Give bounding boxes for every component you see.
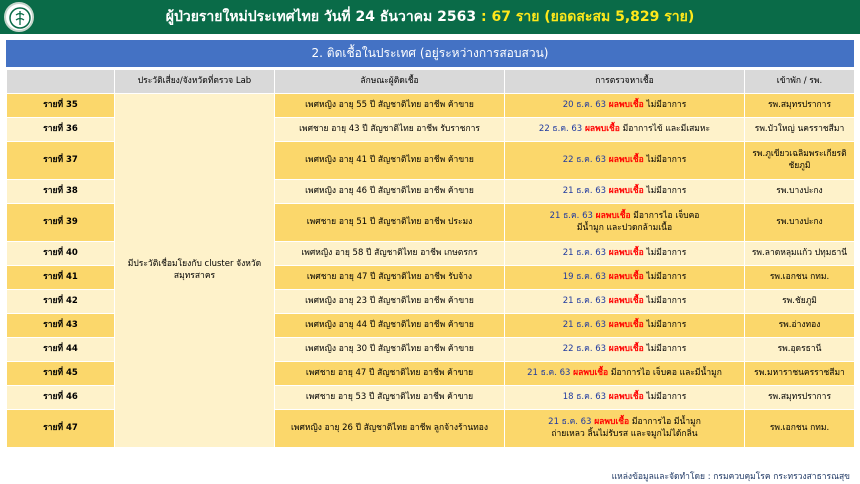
case-label: รายที่ 46 bbox=[7, 386, 115, 410]
patient-cell: เพศชาย อายุ 51 ปี สัญชาติไทย อาชีพ ประมง bbox=[275, 204, 505, 242]
symptom-text: ไม่มีอาการ bbox=[646, 185, 687, 196]
symptom-text: ไม่มีอาการ bbox=[646, 343, 687, 354]
case-label: รายที่ 36 bbox=[7, 118, 115, 142]
hospital-cell: รพ.ภูเขียวเฉลิมพระเกียรติ ชัยภูมิ bbox=[745, 142, 855, 180]
test-date: 21 ธ.ค. 63 bbox=[562, 247, 607, 258]
symptom-text: มีอาการไข้ และมีเสมหะ bbox=[622, 123, 711, 134]
case-label: รายที่ 47 bbox=[7, 410, 115, 448]
header-test: การตรวจหาเชื้อ bbox=[505, 70, 745, 94]
test-result: ผลพบเชื้อ bbox=[608, 295, 644, 306]
hospital-cell: รพ.เอกชน กทม. bbox=[745, 266, 855, 290]
hospital-cell: รพ.สมุทรปราการ bbox=[745, 386, 855, 410]
test-cell bbox=[505, 118, 745, 142]
test-date: 18 ธ.ค. 63 bbox=[562, 391, 607, 402]
symptom-text: ไม่มีอาการ bbox=[646, 271, 687, 282]
hospital-cell: รพ.บางปะกง bbox=[745, 180, 855, 204]
test-date: 22 ธ.ค. 63 bbox=[562, 343, 607, 354]
hospital-cell: รพ.อ่างทอง bbox=[745, 314, 855, 338]
symptom-text: ไม่มีอาการ bbox=[646, 391, 687, 402]
case-label: รายที่ 35 bbox=[7, 94, 115, 118]
hospital-cell: รพ.อุดรธานี bbox=[745, 338, 855, 362]
case-label: รายที่ 37 bbox=[7, 142, 115, 180]
title-highlight: : 67 ราย (ยอดสะสม 5,829 ราย) bbox=[481, 9, 695, 25]
table-header-row bbox=[7, 70, 855, 94]
table-row bbox=[7, 94, 855, 118]
test-result: ผลพบเชื้อ bbox=[608, 343, 644, 354]
symptom-text-2: มีน้ำมูก และปวดกล้ามเนื้อ bbox=[576, 222, 673, 233]
hospital-cell: รพ.บางปะกง bbox=[745, 204, 855, 242]
test-result: ผลพบเชื้อ bbox=[594, 417, 630, 428]
test-result: ผลพบเชื้อ bbox=[608, 391, 644, 402]
symptom-text: มีอาการไอ เจ็บคอ และมีน้ำมูก bbox=[610, 367, 722, 378]
patient-cell: เพศหญิง อายุ 41 ปี สัญชาติไทย อาชีพ ค้าขาย bbox=[275, 142, 505, 180]
test-date: 22 ธ.ค. 63 bbox=[538, 123, 583, 134]
symptom-text: มีอาการไอ มีน้ำมูก bbox=[631, 417, 701, 428]
patient-cell: เพศชาย อายุ 53 ปี สัญชาติไทย อาชีพ ค้าขาย bbox=[275, 386, 505, 410]
patient-cell: เพศหญิง อายุ 46 ปี สัญชาติไทย อาชีพ ค้าขาย bbox=[275, 180, 505, 204]
test-cell bbox=[505, 290, 745, 314]
test-result: ผลพบเชื้อ bbox=[595, 211, 631, 222]
test-cell bbox=[505, 204, 745, 242]
patient-cell: เพศชาย อายุ 43 ปี สัญชาติไทย อาชีพ รับราชการ bbox=[275, 118, 505, 142]
patient-cell: เพศหญิง อายุ 55 ปี สัญชาติไทย อาชีพ ค้าขาย bbox=[275, 94, 505, 118]
case-label: รายที่ 43 bbox=[7, 314, 115, 338]
test-result: ผลพบเชื้อ bbox=[608, 271, 644, 282]
case-label: รายที่ 38 bbox=[7, 180, 115, 204]
patient-cell: เพศชาย อายุ 47 ปี สัญชาติไทย อาชีพ ค้าขาย bbox=[275, 362, 505, 386]
patient-cell: เพศหญิง อายุ 26 ปี สัญชาติไทย อาชีพ ลูกจ้างร้านทอง bbox=[275, 410, 505, 448]
test-cell bbox=[505, 142, 745, 180]
test-cell bbox=[505, 242, 745, 266]
hospital-cell: รพ.บัวใหญ่ นครราชสีมา bbox=[745, 118, 855, 142]
test-cell bbox=[505, 410, 745, 448]
case-label: รายที่ 45 bbox=[7, 362, 115, 386]
test-date: 21 ธ.ค. 63 bbox=[548, 417, 592, 428]
symptom-text: ไม่มีอาการ bbox=[646, 154, 687, 165]
test-cell bbox=[505, 362, 745, 386]
page-title bbox=[0, 0, 860, 34]
test-date: 21 ธ.ค. 63 bbox=[562, 295, 607, 306]
test-date: 22 ธ.ค. 63 bbox=[562, 154, 607, 165]
patient-cell: เพศชาย อายุ 47 ปี สัญชาติไทย อาชีพ รับจ้าง bbox=[275, 266, 505, 290]
case-label: รายที่ 44 bbox=[7, 338, 115, 362]
symptom-text: ไม่มีอาการ bbox=[646, 295, 687, 306]
symptom-text: ไม่มีอาการ bbox=[646, 247, 687, 258]
symptom-text-2: ถ่ายเหลว ลิ้นไม่รับรส และจมูกไม่ได้กลิ่น bbox=[551, 428, 698, 439]
case-label: รายที่ 42 bbox=[7, 290, 115, 314]
title-main: ผู้ป่วยรายใหม่ประเทศไทย วันที่ 24 ธันวาคม 2563 bbox=[165, 9, 477, 25]
test-date: 21 ธ.ค. 63 bbox=[562, 185, 607, 196]
case-label: รายที่ 40 bbox=[7, 242, 115, 266]
case-label: รายที่ 41 bbox=[7, 266, 115, 290]
test-date: 21 ธ.ค. 63 bbox=[527, 367, 571, 378]
header-patient: ลักษณะผู้ติดเชื้อ bbox=[275, 70, 505, 94]
patient-cell: เพศหญิง อายุ 30 ปี สัญชาติไทย อาชีพ ค้าขาย bbox=[275, 338, 505, 362]
header-case bbox=[7, 70, 115, 94]
test-result: ผลพบเชื้อ bbox=[573, 367, 609, 378]
test-cell bbox=[505, 314, 745, 338]
hospital-cell: รพ.ชัยภูมิ bbox=[745, 290, 855, 314]
exposure-cell: มีประวัติเชื่อมโยงกับ cluster จังหวัดสมุทรสาคร bbox=[115, 94, 275, 448]
test-date: 21 ธ.ค. 63 bbox=[562, 319, 607, 330]
test-cell bbox=[505, 94, 745, 118]
patient-cell: เพศหญิง อายุ 58 ปี สัญชาติไทย อาชีพ เกษตรกร bbox=[275, 242, 505, 266]
hospital-cell: รพ.มหาราชนครราชสีมา bbox=[745, 362, 855, 386]
test-result: ผลพบเชื้อ bbox=[608, 319, 644, 330]
symptom-text: ไม่มีอาการ bbox=[646, 319, 687, 330]
test-date: 21 ธ.ค. 63 bbox=[549, 211, 593, 222]
hospital-cell: รพ.ลาดหลุมแก้ว ปทุมธานี bbox=[745, 242, 855, 266]
patient-cell: เพศหญิง อายุ 23 ปี สัญชาติไทย อาชีพ ค้าขาย bbox=[275, 290, 505, 314]
header-bar bbox=[0, 0, 860, 34]
source-footer: แหล่งข้อมูลและจัดทำโดย : กรมควบคุมโรค กระทรวงสาธารณสุข bbox=[611, 472, 850, 482]
symptom-text: ไม่มีอาการ bbox=[646, 99, 687, 110]
test-result: ผลพบเชื้อ bbox=[608, 185, 644, 196]
test-cell bbox=[505, 266, 745, 290]
test-cell bbox=[505, 386, 745, 410]
cases-table bbox=[6, 69, 855, 448]
patient-cell: เพศหญิง อายุ 44 ปี สัญชาติไทย อาชีพ ค้าขาย bbox=[275, 314, 505, 338]
header-exposure: ประวัติเสี่ยง/จังหวัดที่ตรวจ Lab bbox=[115, 70, 275, 94]
test-date: 20 ธ.ค. 63 bbox=[562, 99, 607, 110]
symptom-text: มีอาการไอ เจ็บคอ bbox=[633, 211, 700, 222]
test-result: ผลพบเชื้อ bbox=[608, 154, 644, 165]
hospital-cell: รพ.เอกชน กทม. bbox=[745, 410, 855, 448]
test-cell bbox=[505, 338, 745, 362]
test-result: ผลพบเชื้อ bbox=[584, 123, 620, 134]
hospital-cell: รพ.สมุทรปราการ bbox=[745, 94, 855, 118]
case-label: รายที่ 39 bbox=[7, 204, 115, 242]
header-hospital: เข้าพัก / รพ. bbox=[745, 70, 855, 94]
test-result: ผลพบเชื้อ bbox=[608, 247, 644, 258]
test-result: ผลพบเชื้อ bbox=[608, 99, 644, 110]
test-date: 19 ธ.ค. 63 bbox=[562, 271, 607, 282]
section-banner: 2. ติดเชื้อในประเทศ (อยู่ระหว่างการสอบสวน) bbox=[6, 40, 854, 67]
test-cell bbox=[505, 180, 745, 204]
